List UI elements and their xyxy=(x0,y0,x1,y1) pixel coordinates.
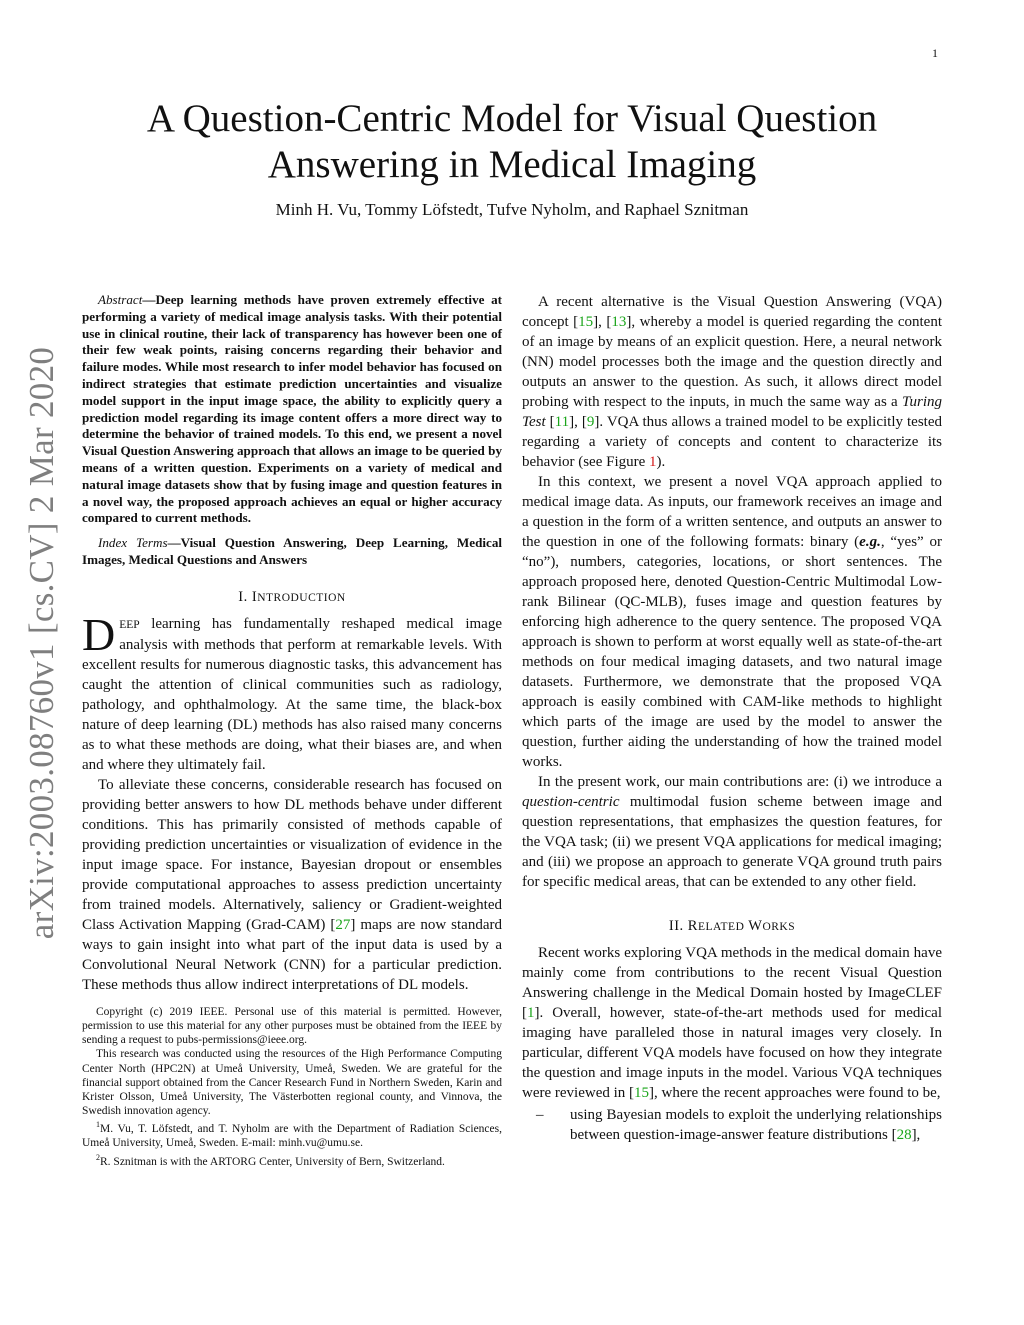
section-heading-introduction xyxy=(82,589,502,606)
list-item xyxy=(522,1105,942,1145)
section-title-initial: I xyxy=(251,588,258,605)
text-run: In this context, we present a novel VQA approach applied to medical image data. As inputs, our framework receives an image and a question in the form of a written sentence, and outputs an answer to the question in one of the following formats: binary ( xyxy=(522,474,942,550)
citation-link[interactable]: 13 xyxy=(611,314,627,330)
abstract xyxy=(82,292,502,527)
index-terms xyxy=(82,535,502,569)
approach-paragraph xyxy=(522,472,942,772)
author-list: Minh H. Vu, Tommy Löfstedt, Tufve Nyholm, and Raphael Sznitman xyxy=(275,200,749,219)
title-line-1: A Question-Centric Model for Visual Question xyxy=(146,97,878,140)
arxiv-stamp-text: arXiv:2003.08760v1 [cs.CV] 2 Mar 2020 xyxy=(22,346,61,940)
abstract-text: Deep learning methods have proven extremely effective at performing a variety of medical image analysis tasks. With their potential use in clinical routine, their lack of transparency has however been one of their few weak points, raising concerns regarding their behavior and failure modes. While most research to infer model behavior has focused on indirect strategies that estimate prediction uncertainties and visualize model support in the input image space, the ability to explicitly query a prediction model regarding its image content offers a more direct way to determine the behavior of trained models. To this end, we present a novel Visual Question Answering approach that allows an image to be queried by means of a written question. Experiments on a variety of medical and natural image datasets show that by fusing image and question features in a novel way, the proposed approach achieves an equal or higher accuracy compared to current methods. xyxy=(82,292,502,526)
text-run: In the present work, our main contributions are: (i) we introduce a xyxy=(538,774,942,790)
section-numeral: I. xyxy=(238,588,248,605)
text-run: [ xyxy=(545,414,555,430)
intro-paragraph-1 xyxy=(82,608,502,775)
italic-term: Turing Test xyxy=(522,394,942,430)
affiliation-footnote-2 xyxy=(82,1151,502,1169)
footnote-mark: 1 xyxy=(96,1120,100,1130)
list-item-text xyxy=(570,1105,942,1145)
footnote-text: M. Vu, T. Löfstedt, and T. Nyholm are with the Department of Radiation Sciences, Umeå University, Umeå, Sweden. E-mail: minh.vu@umu.se. xyxy=(82,1123,502,1150)
vqa-paragraph xyxy=(522,292,942,472)
text-run: , “yes” or “no”), numbers, categories, locations, or short sentences. The approach proposed here, denoted Question-Centric Multimodal Low-rank Bilinear (QC-MLB), fuses image and question features by enforcing high adherence to the query sentence. The proposed VQA approach is shown to perform at worst equally well as state-of-the-art methods on four medical imaging datasets, and two natural image datasets. Furthermore, we demonstrate that the proposed VQA approach is easily combined with CAM-like methods to highlight which parts of the image are used by the model to answer the question, further aiding the understanding of how the trained model works. xyxy=(522,534,943,770)
text-run: ], where the recent approaches were found to be, xyxy=(649,1085,941,1101)
intro-paragraph-1-text: learning has fundamentally reshaped medical image analysis with methods that perform at remarkable levels. With excellent results for numerous diagnostic tasks, this advancement has caught the attention of clinical communities such as radiology, pathology, and ophthalmology. At the same time, the black-box nature of deep learning (DL) methods has also raised many concerns as to what these methods are doing, what their biases are, and when and where they ultimately fail. xyxy=(82,615,502,773)
abstract-dash: — xyxy=(142,292,156,307)
title-line-2: Answering in Medical Imaging xyxy=(267,143,757,186)
drop-cap-smallcaps: EEP xyxy=(119,618,140,631)
text-run: multimodal fusion scheme between image and question representations, that emphasizes the question features, for the VQA task; (ii) we present VQA applications for medical imaging; and (iii) we propose an approach to generate VQA ground truth pairs for specific medical areas, that can be extended to any other field. xyxy=(522,794,942,890)
index-terms-text: Visual Question Answering, Deep Learning, Medical Images, Medical Questions and Answers xyxy=(82,535,503,567)
drop-cap: D xyxy=(82,608,116,660)
section-numeral: II. xyxy=(668,918,684,934)
copyright-notice: Copyright (c) 2019 IEEE. Personal use of this material is permitted. However, permission to use this material for any other purposes must be obtained from the IEEE by sending a request to pubs-permissions@ieee.org. xyxy=(82,1005,502,1047)
funding-note: This research was conducted using the resources of the High Performance Computing Center North (HPC2N) at Umeå University, Umeå, Sweden. We are grateful for the financial support obtained from the Cancer Research Fund in Northern Sweden, Karin and Krister Olsson, Umeå University, The Västerbotten regional county, and Vinnova, the Swedish innovation agency. xyxy=(82,1048,502,1118)
footnote-mark: 2 xyxy=(96,1152,100,1162)
related-works-paragraph xyxy=(522,943,942,1103)
left-column xyxy=(82,292,502,1169)
italic-term: question-centric xyxy=(522,794,620,810)
italic-term: e.g. xyxy=(859,534,881,550)
intro-paragraph-2 xyxy=(82,775,502,995)
affiliation-footnote-1 xyxy=(82,1118,502,1150)
citation-link[interactable]: 9 xyxy=(586,414,595,430)
section-heading-related-works xyxy=(522,918,942,935)
section-title-rest: NTRODUCTION xyxy=(257,591,346,604)
abstract-label: Abstract xyxy=(98,292,143,307)
text-run: ], whereby a model is queried regarding the content of an image by means of an explicit question. Here, a neural network (NN) model processes both the image and the question directly and outputs an answer to the question. As such, it allows direct model probing with respect to the inputs, in much the same way as a xyxy=(522,314,942,410)
citation-link[interactable]: 15 xyxy=(578,314,594,330)
citation-link[interactable]: 15 xyxy=(634,1085,650,1101)
footnotes xyxy=(82,1005,502,1169)
text-run: ], [ xyxy=(593,314,612,330)
right-column xyxy=(522,292,942,1145)
text-run: ], [ xyxy=(569,414,587,430)
index-terms-dash: — xyxy=(167,535,181,551)
paper-title xyxy=(100,96,924,188)
text-run: using Bayesian models to exploit the underlying relationships between question-image-answer feature distributions [ xyxy=(570,1107,942,1143)
citation-link[interactable]: 1 xyxy=(527,1005,535,1021)
text-run: ). xyxy=(656,454,666,470)
text-run: ], xyxy=(911,1127,921,1143)
text-run: Recent works exploring VQA methods in the medical domain have mainly come from contributions to the recent Visual Question Answering challenge in the Medical Domain hosted by ImageCLEF [ xyxy=(522,945,942,1021)
text-run: ]. VQA thus allows a trained model to be explicitly tested regarding a variety of concepts and content to characterize its behavior (see Figure xyxy=(522,414,942,470)
citation-link[interactable]: 11 xyxy=(554,414,570,430)
citation-link[interactable]: 27 xyxy=(335,916,351,933)
text-run: ]. Overall, however, state-of-the-art methods used for medical imaging have paralleled those in natural images very closely. In particular, different VQA models have focused on how they integrate the question and image inputs in the model. Various VQA techniques were reviewed in [ xyxy=(522,1005,942,1101)
footnote-text: R. Sznitman is with the ARTORG Center, University of Bern, Switzerland. xyxy=(100,1155,445,1168)
contributions-paragraph xyxy=(522,772,942,892)
section-title-initial: W xyxy=(748,918,763,934)
index-terms-label: Index Terms xyxy=(98,535,168,551)
text-run: ] maps are now standard ways to gain insight into what part of the input data is used by a Convolutional Neural Network (CNN) for a particular prediction. These methods thus allow indirect interpretations of DL models. xyxy=(82,916,502,993)
text-run: A recent alternative is the Visual Question Answering (VQA) concept [ xyxy=(522,294,942,330)
section-title-rest: ORKS xyxy=(762,921,796,933)
section-title-initial: R xyxy=(687,918,698,934)
text-run: To alleviate these concerns, considerable research has focused on providing better answers to how DL methods behave under different conditions. This has primarily consisted of methods capable of providing prediction uncertainties or visualization of evidence in the input image space. For instance, Bayesian dropout or ensembles provide computational approaches to assess prediction uncertainty from trained models. Alternatively, saliency or Gradient-weighted Class Activation Mapping (Grad-CAM) [ xyxy=(82,776,502,933)
citation-link[interactable]: 28 xyxy=(896,1127,912,1143)
list-dash: – xyxy=(536,1107,544,1123)
page-number: 1 xyxy=(932,46,938,60)
figure-link[interactable]: 1 xyxy=(649,454,657,470)
section-title-rest: ELATED xyxy=(697,921,745,933)
